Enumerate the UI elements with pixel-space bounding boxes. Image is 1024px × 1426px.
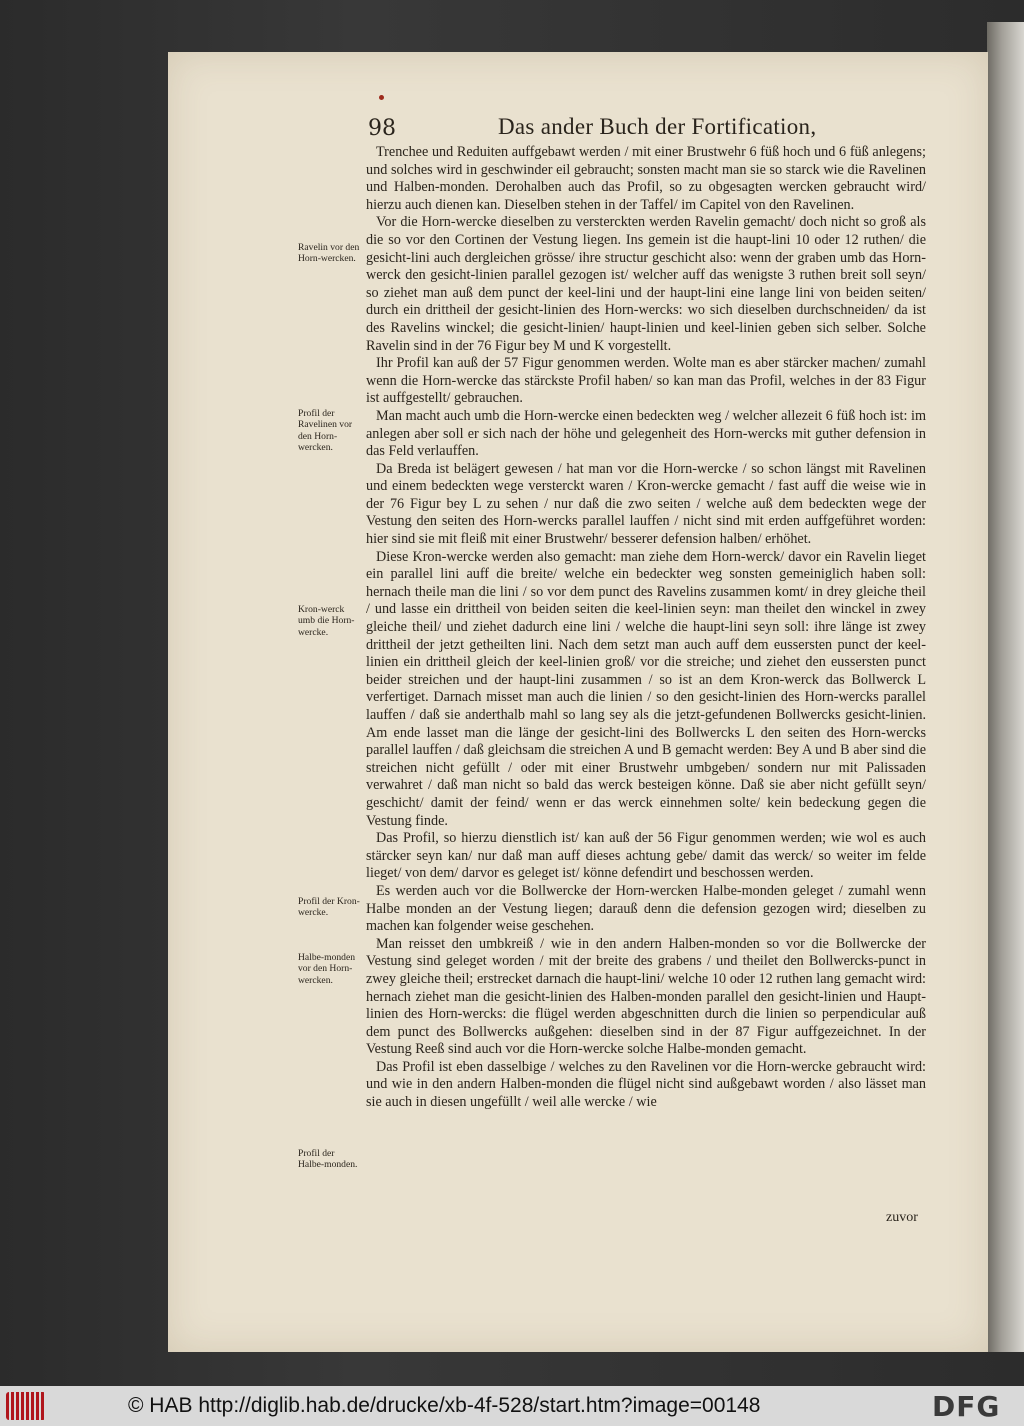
hab-logo-icon bbox=[6, 1392, 46, 1420]
margin-note: Halbe-monden vor den Horn-wercken. bbox=[298, 952, 356, 986]
paragraph: Das Profil ist eben dasselbige / welches zu den Ravelinen vor die Horn-wercke gebraucht wird: und wie in den andern Halben-monden die flügel nicht sind außgebawt worden / also lässet man sie auch in diesen ungefüllt / weil alle wercke / wie bbox=[366, 1058, 926, 1111]
running-head: Das ander Buch der Fortification, bbox=[498, 114, 817, 139]
paragraph: Ihr Profil kan auß der 57 Figur genommen werden. Wolte man es aber stärcker machen/ zumahl wenn die Horn-wercke das stärckste Profil haben/ so kan man das Profil, welches in der 83 Figur ist auffgestellt/ gebrauchen. bbox=[366, 355, 926, 407]
paragraph: Man reisset den umbkreiß / wie in den andern Halben-monden so vor die Bollwercke der Vestung sind geleget worden / mit der breite des grabens / und theilet den Bollwercks-punct in zwey gleiche theil; erstrecket darnach die haupt-lini/ welche 10 oder 12 ruthen lang gemacht wird: hernach ziehet man die gesicht-linien des Halben-monden parallel den gesicht-linien und Haupt-linien des Horn-wercks: die flügel werden abgeschnitten durch die linien so perpendicular auß dem punct des Bollwercks außgehen: dieselben sind in der 87 Figur auffgezeichnet. In der Vestung Reeß sind auch vor die Horn-wercke solche Halbe-monden gemacht. bbox=[366, 935, 926, 1058]
paragraph: Vor die Horn-wercke dieselben zu versterckten werden Ravelin gemacht/ doch nicht so groß als die so vor den Cortinen der Vestung liegen. Ins gemein ist die haupt-lini 10 oder 12 ruthen/ die gesicht-lini auch dergleichen grösse/ ihre structur geschicht also: wenn der graben umb das Horn-werck den gesicht-linien parallel gezogen ist/ welcher auff das wenigste 3 ruthen breit soll seyn/ so ziehet man auß dem punct der keel-lini und der haupt-lini eine lange lini von beiden seiten/ durch ein drittheil der gesicht-linien des Horn-wercks: wo sich dieselben durchschneiden/ da ist des Ravelins winckel; die gesicht-linien/ haupt-linien und keel-linien geben sich selber. Solche Ravelin sind in der 76 Figur bey M und K vorgestellt. bbox=[366, 214, 926, 354]
body-text bbox=[366, 144, 926, 1112]
margin-note: Profil der Halbe-monden. bbox=[298, 1148, 358, 1171]
book-page bbox=[168, 52, 988, 1352]
ink-mark bbox=[379, 95, 384, 100]
margin-note: Profil der Kron-wercke. bbox=[298, 896, 360, 919]
paragraph: Diese Kron-wercke werden also gemacht: man ziehe dem Horn-werck/ davor ein Ravelin lieget ein parallel lini auff die breite/ welche ein bedeckter weg sonsten gemeiniglich haben soll: hernach theile man die lini / so vor dem punct des Ravelins zusammen komt/ in drey gleiche theil / und lasse ein drittheil von beiden seiten die keel-linien seyn: man theilet den winckel in zwey gleiche theil/ und ziehet dadurch eine lini / welche die haupt-lini seyn soll: ihre länge ist zwey drittheil der jetzt getheilten lini. Nach dem setzt man auch auff dem eussersten punct der keel-linien ein drittheil gleich der keel-linien groß/ vor die streiche; und ziehet den eussersten punct beider streichen und der haupt-lini zusammen / so ist an dem Kron-werck das Bollwerck L verfertiget. Darnach misset man auch die linien / so den gesicht-linien des Horn-wercks parallel lauffen / daß sie anderthalb mahl so lang sey als die jetzt-gefundenen Bollwercks gesicht-linien. Am ende lasset man die länge der gesicht-lini des Bollwercks L den seiten des Horn-wercks parallel lauffen / daß gleichsam die streichen A und B gemacht werden: Bey A und B aber sind die streichen nicht gefüllt / oder mit einer Brustwehr umbgeben/ sondern nur mit Palissaden verwahret / daß man nicht so bald das werck besteigen könne. Daß sie aber nicht gefüllt seyn/ geschicht/ damit der feind/ wenn er das werck einnehmen solte/ kein bedeckung gegen die Vestung finde. bbox=[366, 548, 926, 829]
margin-note: Kron-werck umb die Horn-wercke. bbox=[298, 604, 355, 638]
paragraph: Trenchee und Reduiten auffgebawt werden / mit einer Brustwehr 6 füß hoch und 6 füß anlegens; und solches wird in geschwinder eil gebraucht; sonsten macht man sie so starck wie die Ravelinen und Halben-monden. Derohalben auch das Profil, so zu obgesagten wercken gebraucht wird/ hierzu auch dienen kan. Dieselben stehen in der Taffel/ im Capitel von den Ravelinen. bbox=[366, 144, 926, 213]
facing-page-edge bbox=[987, 22, 1024, 1352]
dfg-logo: DFG bbox=[932, 1390, 1001, 1423]
paragraph: Da Breda ist belägert gewesen / hat man vor die Horn-wercke / so schon längst mit Ravelinen und einem bedeckten wege versterckt waren / Kron-wercke gemacht / fast auff die weise wie in der 76 Figur bey L zu sehen / nur daß die zwo seiten / welche auß dem bedeckten wege der Vestung den seiten des Horn-wercks parallel lauffen / nicht sind mit erden auffgeführet worden: hier sind sie mit fleiß mit einer Brustwehr/ besserer defension halben/ erhöhet. bbox=[366, 460, 926, 548]
paragraph: Das Profil, so hierzu dienstlich ist/ kan auß der 56 Figur genommen werden; wie wol es auch stärcker seyn kan/ nur daß man auff dieses achtung gebe/ damit das werck/ so weiter im felde lieget/ von dem/ darvor es geleget ist/ könne defendirt und beschossen werden. bbox=[366, 830, 926, 882]
margin-note: Ravelin vor den Horn-wercken. bbox=[298, 242, 360, 265]
source-credit[interactable]: © HAB http://diglib.hab.de/drucke/xb-4f-528/start.htm?image=00148 bbox=[128, 1394, 761, 1417]
margin-note: Profil der Ravelinen vor den Horn-wercken. bbox=[298, 408, 353, 454]
page-number: 98 bbox=[368, 116, 396, 141]
paragraph: Es werden auch vor die Bollwercke der Horn-wercken Halbe-monden geleget / zumahl wenn Halbe monden an der Vestung liegen; darauß denn die defension gezogen wird; dieselben zu machen kan folgender weise geschehen. bbox=[366, 882, 926, 935]
catchword: zuvor bbox=[886, 1210, 918, 1225]
footer-bar bbox=[0, 1386, 1024, 1426]
paragraph: Man macht auch umb die Horn-wercke einen bedeckten weg / welcher allezeit 6 füß hoch ist: im anlegen aber soll er sich nach der höhe und gelegenheit des Horn-wercks mit guther defension in das Feld verlauffen. bbox=[366, 407, 926, 460]
